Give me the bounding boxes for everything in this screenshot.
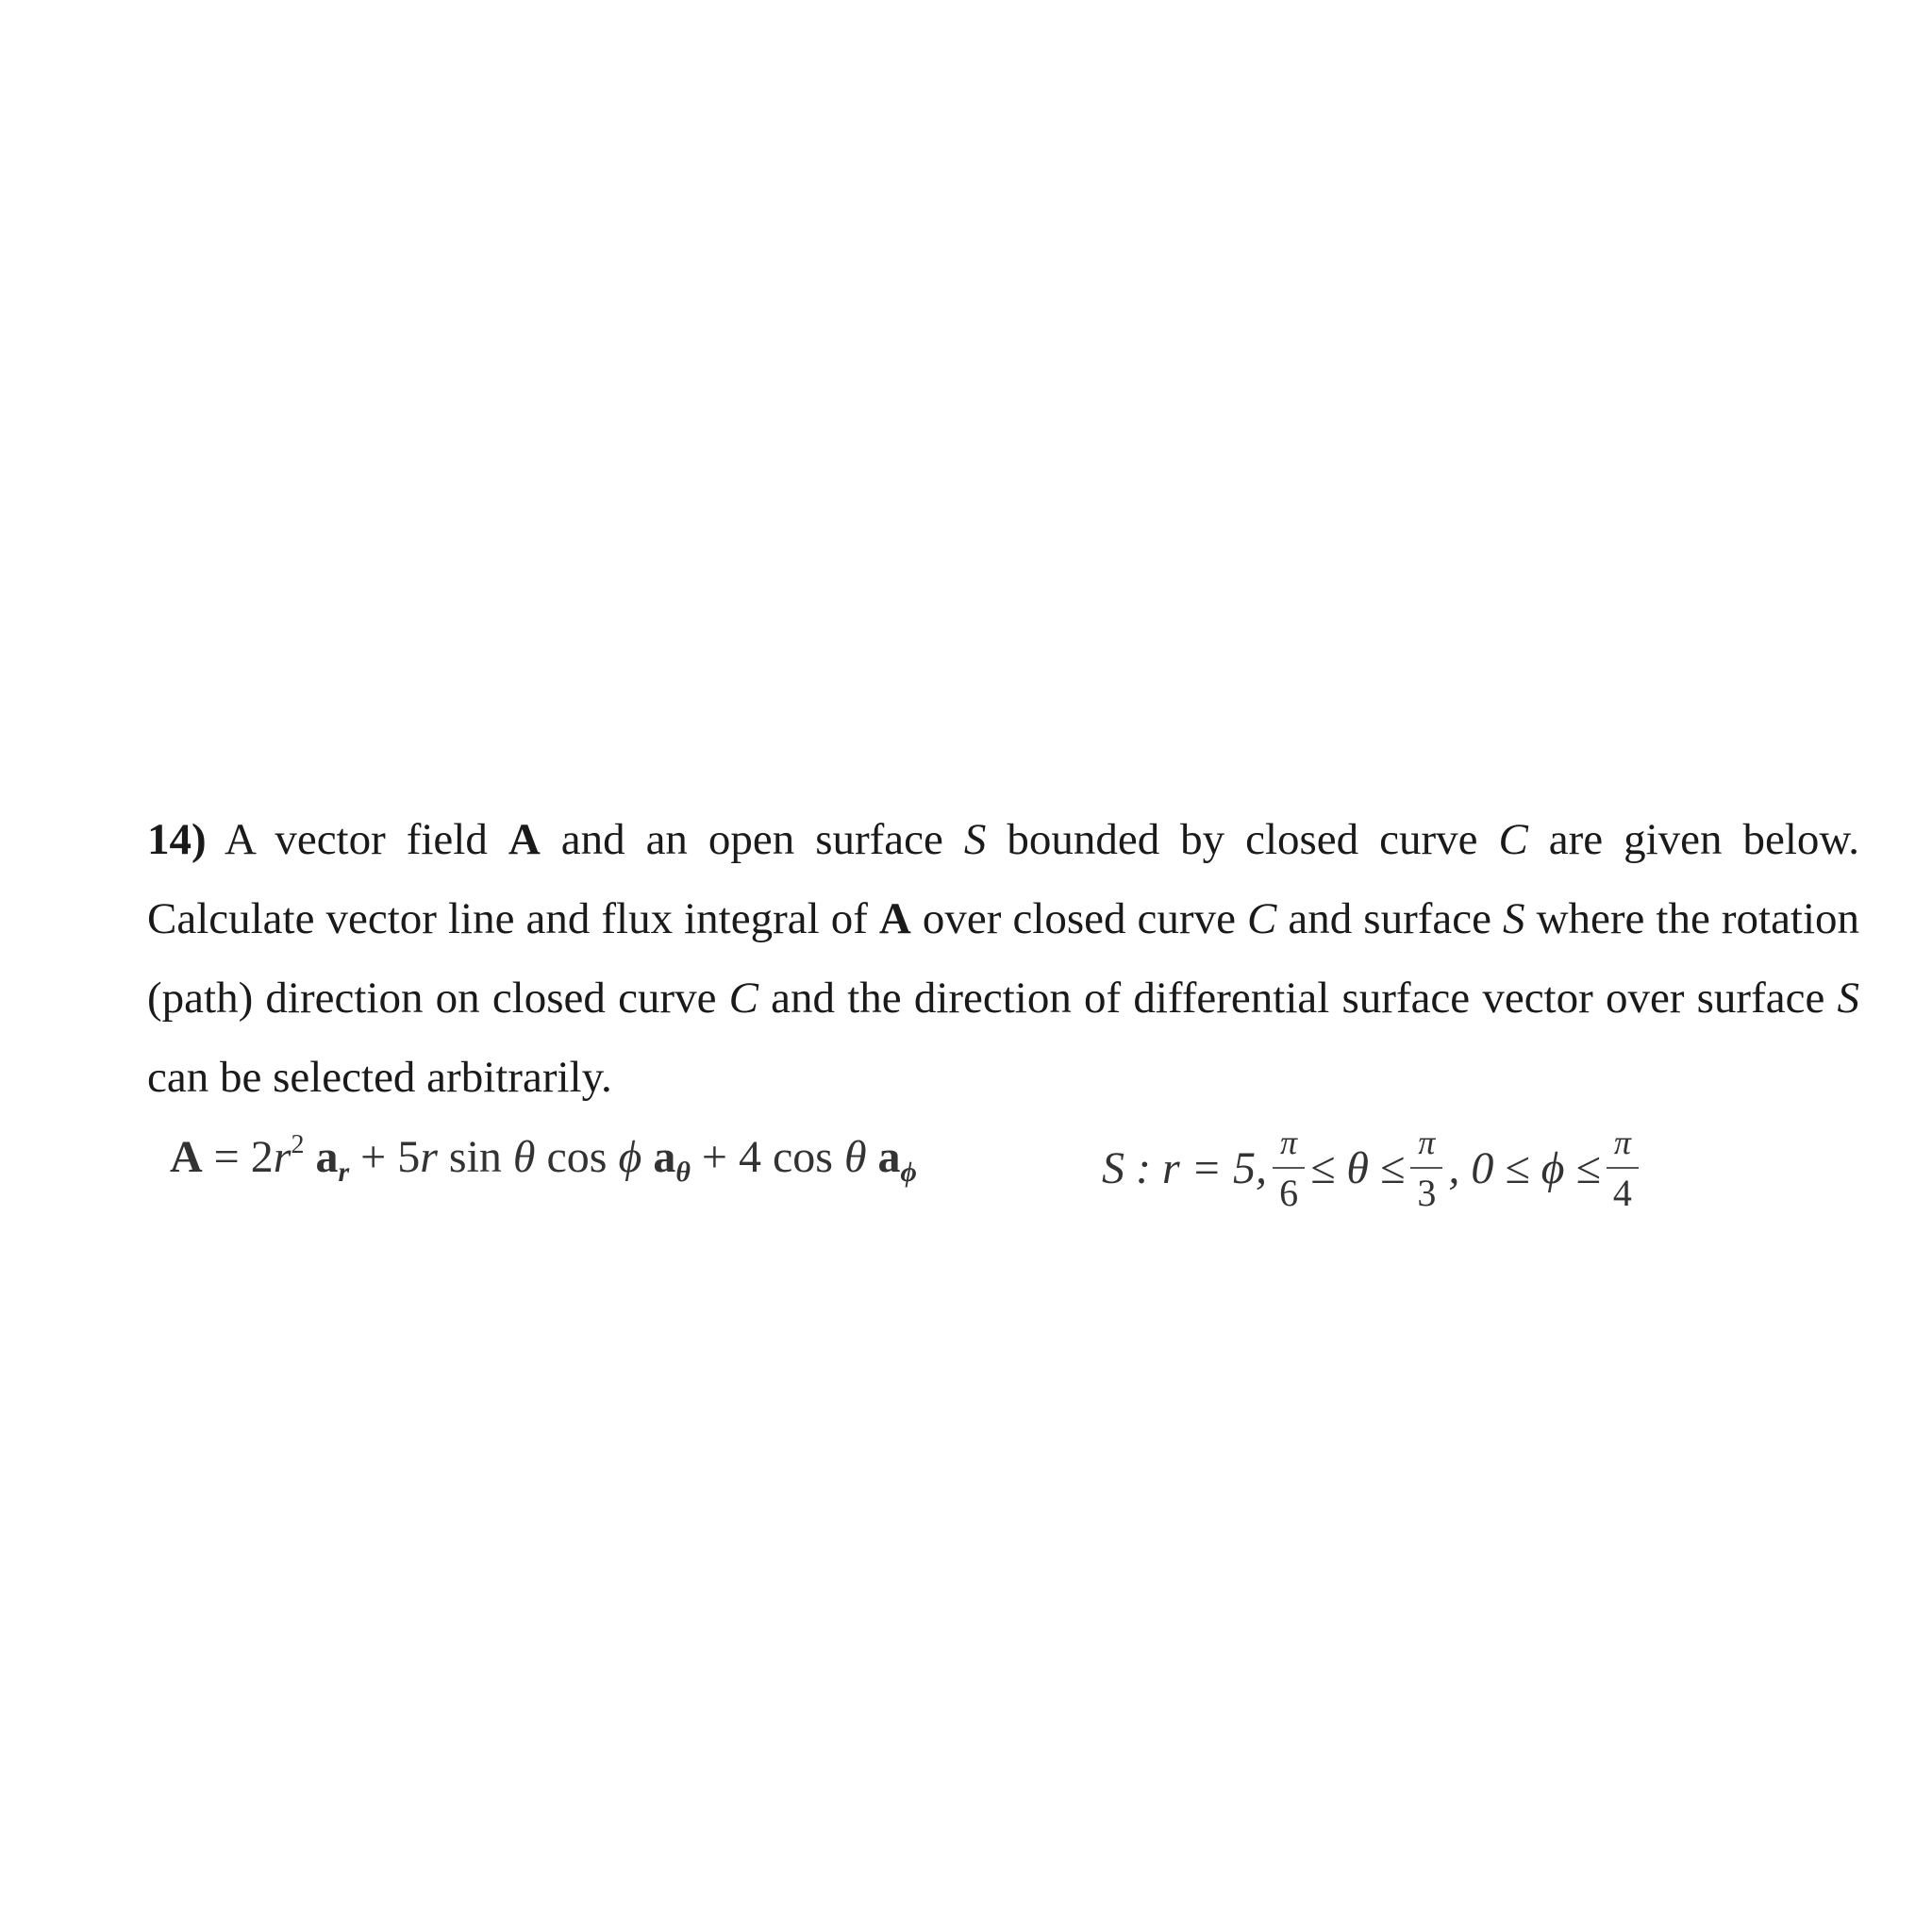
text-segment: over closed curve — [922, 894, 1236, 943]
eq-coef: 5 — [397, 1132, 421, 1182]
fraction-bar — [1273, 1167, 1305, 1169]
unit-vector-subscript: ϕ — [900, 1157, 917, 1188]
unit-vector-a: a — [877, 1132, 901, 1182]
fraction-numerator: π — [1280, 1124, 1298, 1161]
eq-coef: 4 — [738, 1132, 761, 1182]
text-segment: where the rotation (path) direction on closed curve — [147, 894, 1860, 1023]
eq-func: sin — [448, 1132, 502, 1182]
eq-var-r: r — [420, 1132, 438, 1182]
fraction-bar — [1410, 1167, 1442, 1169]
symbol-S: S — [1837, 974, 1860, 1023]
unit-vector-subscript: r — [338, 1157, 350, 1188]
problem-statement — [147, 800, 1859, 1117]
fraction-numerator: π — [1613, 1124, 1631, 1161]
eq-plus: + — [701, 1132, 727, 1182]
eq-plus: + — [360, 1132, 387, 1182]
problem-number: 14) — [147, 815, 207, 864]
text-segment: can be selected arbitrarily. — [147, 1053, 612, 1102]
surface-equation — [1102, 1102, 1644, 1234]
problem-paragraph — [147, 800, 1859, 1117]
text-segment: and the direction of differential surface vector over surface — [771, 974, 1825, 1023]
text-segment: Calculate vector line and flux integral of — [147, 894, 868, 943]
eq-func: cos — [772, 1132, 833, 1182]
fraction-bar — [1607, 1167, 1639, 1169]
symbol-S: S — [1503, 894, 1525, 943]
fraction — [1410, 1120, 1442, 1216]
eq-var-theta: θ — [512, 1132, 536, 1182]
inequality-text: ≤ θ ≤ — [1310, 1142, 1406, 1193]
symbol-S: S — [963, 815, 987, 864]
eq-var-r: r — [273, 1132, 291, 1182]
fraction-denominator: 3 — [1417, 1172, 1437, 1214]
inequality-text: , 0 ≤ ϕ ≤ — [1448, 1142, 1601, 1193]
text-segment: A vector field — [225, 815, 488, 864]
fraction-denominator: 6 — [1279, 1172, 1299, 1214]
symbol-C: C — [1246, 894, 1277, 943]
text-segment: and an open surface — [560, 815, 943, 864]
symbol-A: A — [508, 815, 541, 864]
eq-exponent: 2 — [291, 1130, 305, 1159]
eq-func: cos — [546, 1132, 608, 1182]
fraction — [1607, 1120, 1639, 1216]
symbol-C: C — [1498, 815, 1528, 864]
text-segment: are given below. — [1548, 815, 1860, 864]
eq-var-phi: ϕ — [618, 1132, 642, 1182]
text-segment: and surface — [1288, 894, 1491, 943]
surface-label: S : r = 5, — [1102, 1142, 1268, 1193]
symbol-C: C — [728, 974, 758, 1023]
fraction — [1273, 1120, 1305, 1216]
unit-vector-a: a — [315, 1132, 339, 1182]
unit-vector-subscript: θ — [675, 1157, 691, 1188]
math-row — [170, 1102, 1811, 1234]
unit-vector-a: a — [653, 1132, 676, 1182]
eq-coef: 2 — [250, 1132, 274, 1182]
eq-var-theta: θ — [843, 1132, 867, 1182]
eq-lhs: A — [170, 1132, 203, 1182]
eq-equals: = — [213, 1132, 240, 1182]
fraction-denominator: 4 — [1612, 1172, 1632, 1214]
problem-first-line — [147, 800, 1859, 879]
fraction-numerator: π — [1418, 1124, 1436, 1161]
vector-field-equation — [170, 1130, 917, 1189]
symbol-A: A — [878, 894, 911, 943]
text-segment: bounded by closed curve — [1007, 815, 1478, 864]
